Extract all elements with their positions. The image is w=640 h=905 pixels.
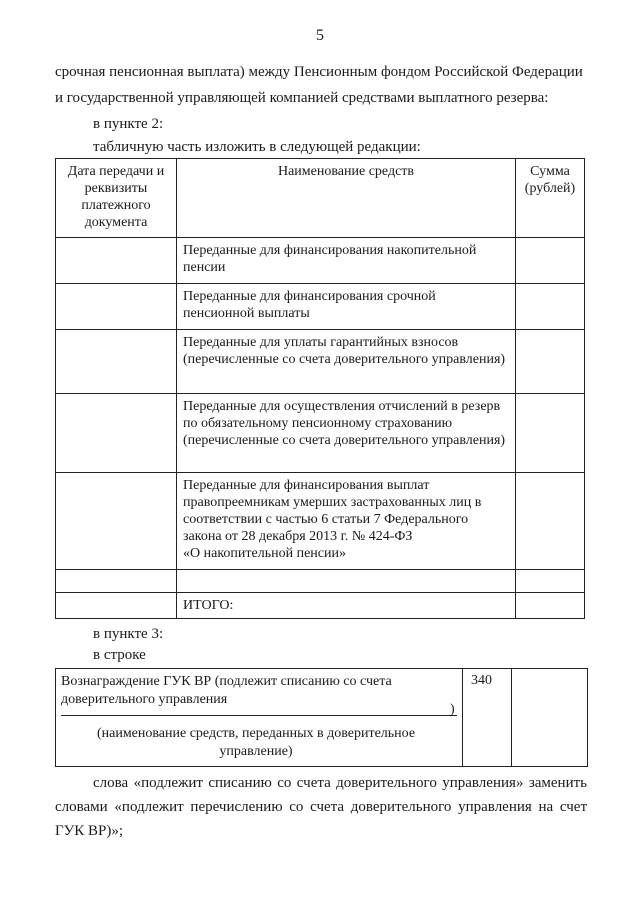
fee-description-paren: ) [450,702,455,717]
table-row [56,570,585,593]
row-name: Переданные для финансирования накопительной пенсии [177,238,516,284]
intro-line-1: срочная пенсионная выплата) между Пенсионным фондом Российской Федерации [55,64,583,80]
tabular-instruction: табличную часть изложить в следующей редакции: [93,139,421,155]
row-name: Переданные для уплаты гарантийных взносов (перечисленные со счета доверительного управления) [177,330,516,394]
fee-sum-cell [512,669,587,766]
row-name: Переданные для финансирования срочной пенсионной выплаты [177,284,516,330]
header-date: Дата передачи и реквизиты платежного документа [56,159,177,238]
table-row [56,394,585,473]
fee-description-cell [56,669,463,766]
total-label: ИТОГО: [177,593,516,619]
table-row [56,284,585,330]
point-3-heading: в пункте 3: [93,626,164,642]
table-header-row [56,159,585,238]
fee-row-table [55,668,588,767]
row-name-law-title: «О накопительной пенсии» [183,546,346,561]
row-name-text: Переданные для финансирования выплат правопреемникам умерших застрахованных лиц в соответствии с частью 6 статьи 7 Федерального закона от 28 декабря 2013 г. № 424-ФЗ [183,478,482,544]
closing-line-3: ГУК ВР)»; [55,823,124,839]
fill-in-caption: (наименование средств, переданных в доверительное управление) [96,726,416,759]
fee-code: 340 [471,673,492,688]
fill-in-line [61,715,457,716]
funds-table [55,158,585,619]
table-row [56,330,585,394]
table-row [56,473,585,570]
row-name: Переданные для осуществления отчислений в резерв по обязательному пенсионному страхованию (перечисленные со счета доверительного управления) [177,394,516,473]
closing-line-1: слова «подлежит списанию со счета доверительного управления» заменить [93,775,587,791]
header-name: Наименование средств [177,159,516,238]
table-row [56,238,585,284]
fee-description: Вознаграждение ГУК ВР (подлежит списанию со счета доверительного управления [61,674,392,707]
point-2-heading: в пункте 2: [93,116,164,132]
header-sum: Сумма (рублей) [516,159,585,238]
row-name [177,473,516,570]
row-instruction: в строке [93,647,146,663]
closing-line-2: словами «подлежит перечислению со счета доверительного управления на счет [55,799,587,815]
table-total-row [56,593,585,619]
fee-code-cell [463,669,512,766]
row-name [177,570,516,593]
page-number: 5 [316,27,324,44]
intro-line-2: и государственной управляющей компанией средствами выплатного резерва: [55,90,549,106]
